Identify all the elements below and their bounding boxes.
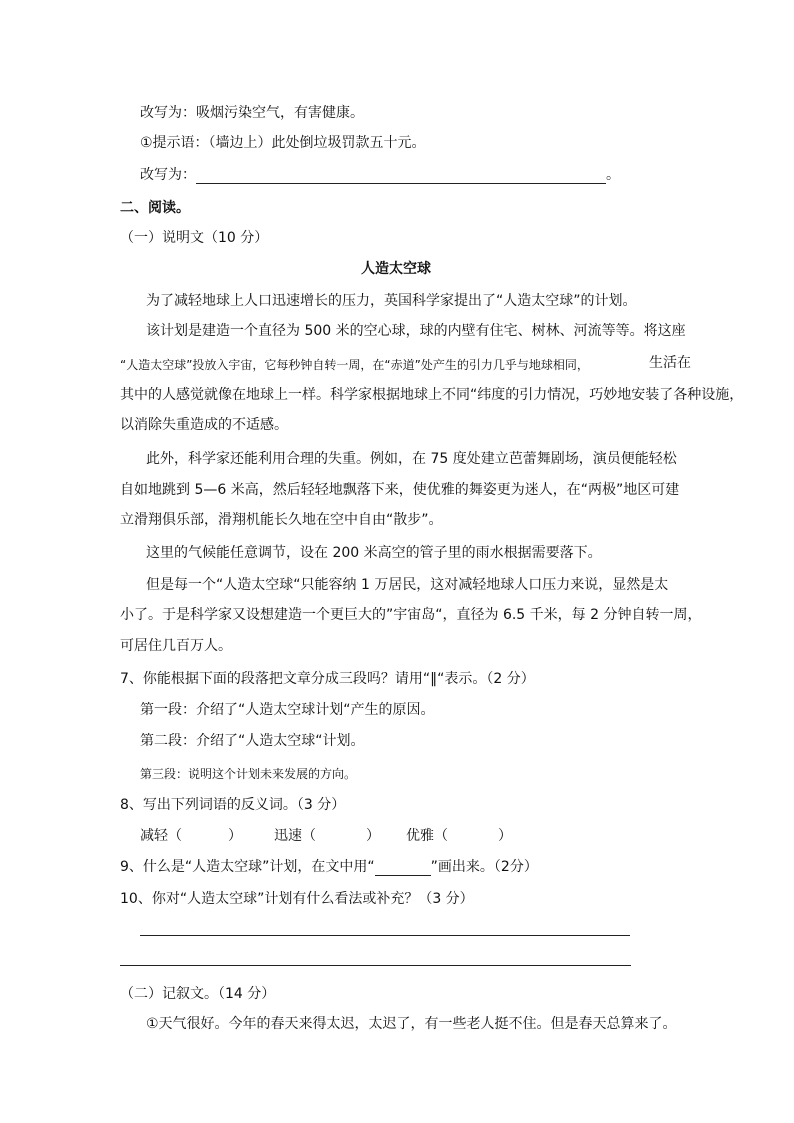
article-title: 人造太空球 [361, 261, 431, 277]
antonym-close-1: ） [228, 828, 242, 844]
section-reading-heading: 二、阅读。 [120, 200, 190, 216]
rewrite-label: 改写为： [140, 167, 196, 183]
answer-line-1[interactable] [140, 935, 630, 936]
article-paragraph-line: “人造太空球”投放入宇宙，它每秒钟自转一周，在“赤道”处产生的引力几乎与地球相同， [120, 358, 589, 372]
article-paragraph-line: 自如地跳到 5—6 米高，然后轻轻地飘落下来，使优雅的舞姿更为迷人，在“两极”地区可建 [120, 482, 680, 498]
article-paragraph-line: 为了减轻地球上人口迅速增长的压力，英国科学家提出了“人造太空球”的计划。 [146, 293, 637, 309]
question-7: 7、你能根据下面的段落把文章分成三段吗？请用“‖“表示。（2 分） [120, 671, 535, 687]
rewrite-answer-line: 改写为：吸烟污染空气，有害健康。 [140, 105, 364, 121]
antonym-item-3: 优雅（ [406, 828, 448, 844]
expository-subheading: （一）说明文（10 分） [120, 230, 269, 246]
article-paragraph-line: 该计划是建造一个直径为 500 米的空心球，球的内壁有住宅、树林、河流等等。将这座 [146, 323, 686, 339]
question-10: 10、你对“人造太空球”计划有什么看法或补充？（3 分） [120, 891, 474, 907]
question-9-text: 9、什么是“人造太空球”计划，在文中用“ [120, 859, 375, 875]
narrative-subheading: （二）记叙文。（14 分） [120, 986, 276, 1002]
article-paragraph-line: 生活在 [649, 355, 691, 371]
question-7-option-1: 第一段：介绍了“人造太空球计划“产生的原因。 [140, 702, 435, 718]
question-7-option-2: 第二段：介绍了“人造太空球“计划。 [140, 733, 365, 749]
rewrite-period: 。 [606, 167, 620, 183]
article-paragraph-line: 此外，科学家还能利用合理的失重。例如，在 75 度处建立芭蕾舞剧场，演员便能轻松 [146, 451, 677, 467]
article-paragraph-line: 但是每一个“人造太空球“只能容纳 1 万居民，这对减轻地球人口压力来说，显然是太 [146, 577, 669, 593]
article-paragraph-line: 以消除失重造成的不适感。 [120, 417, 288, 433]
narrative-paragraph-line: ①天气很好。今年的春天来得太迟，太迟了，有一些老人挺不住。但是春天总算来了。 [146, 1016, 677, 1032]
question-9-blank [375, 860, 431, 876]
question-7-option-3: 第三段：说明这个计划未来发展的方向。 [140, 767, 357, 781]
article-paragraph-line: 立滑翔俱乐部，滑翔机能长久地在空中自由“散步”。 [120, 512, 443, 528]
question-9 [120, 858, 538, 876]
antonym-item-1: 减轻（ [140, 828, 182, 844]
antonym-close-2: ） [366, 828, 380, 844]
article-paragraph-line: 这里的气候能任意调节，设在 200 米高空的管子里的雨水根据需要落下。 [146, 545, 602, 561]
antonym-item-2: 迅速（ [274, 828, 316, 844]
answer-line-2[interactable] [120, 965, 631, 966]
article-paragraph-line: 可居住几百万人。 [120, 638, 232, 654]
rewrite-answer-blank[interactable] [196, 167, 606, 184]
antonym-close-3: ） [498, 828, 512, 844]
rewrite-prompt-line [140, 166, 620, 184]
article-paragraph-line: 小了。于是科学家又设想建造一个更巨大的”宇宙岛“，直径为 6.5 千米，每 2 分钟自转一周， [120, 607, 702, 623]
question-8: 8、写出下列词语的反义词。（3 分） [120, 797, 346, 813]
prompt-sign-line: ①提示语：（墙边上）此处倒垃圾罚款五十元。 [140, 135, 426, 151]
question-9-text-end: ”画出来。（2分） [430, 859, 538, 875]
article-paragraph-line: 其中的人感觉就像在地球上一样。科学家根据地球上不同“纬度的引力情况，巧妙地安装了各种设施， [120, 387, 744, 403]
